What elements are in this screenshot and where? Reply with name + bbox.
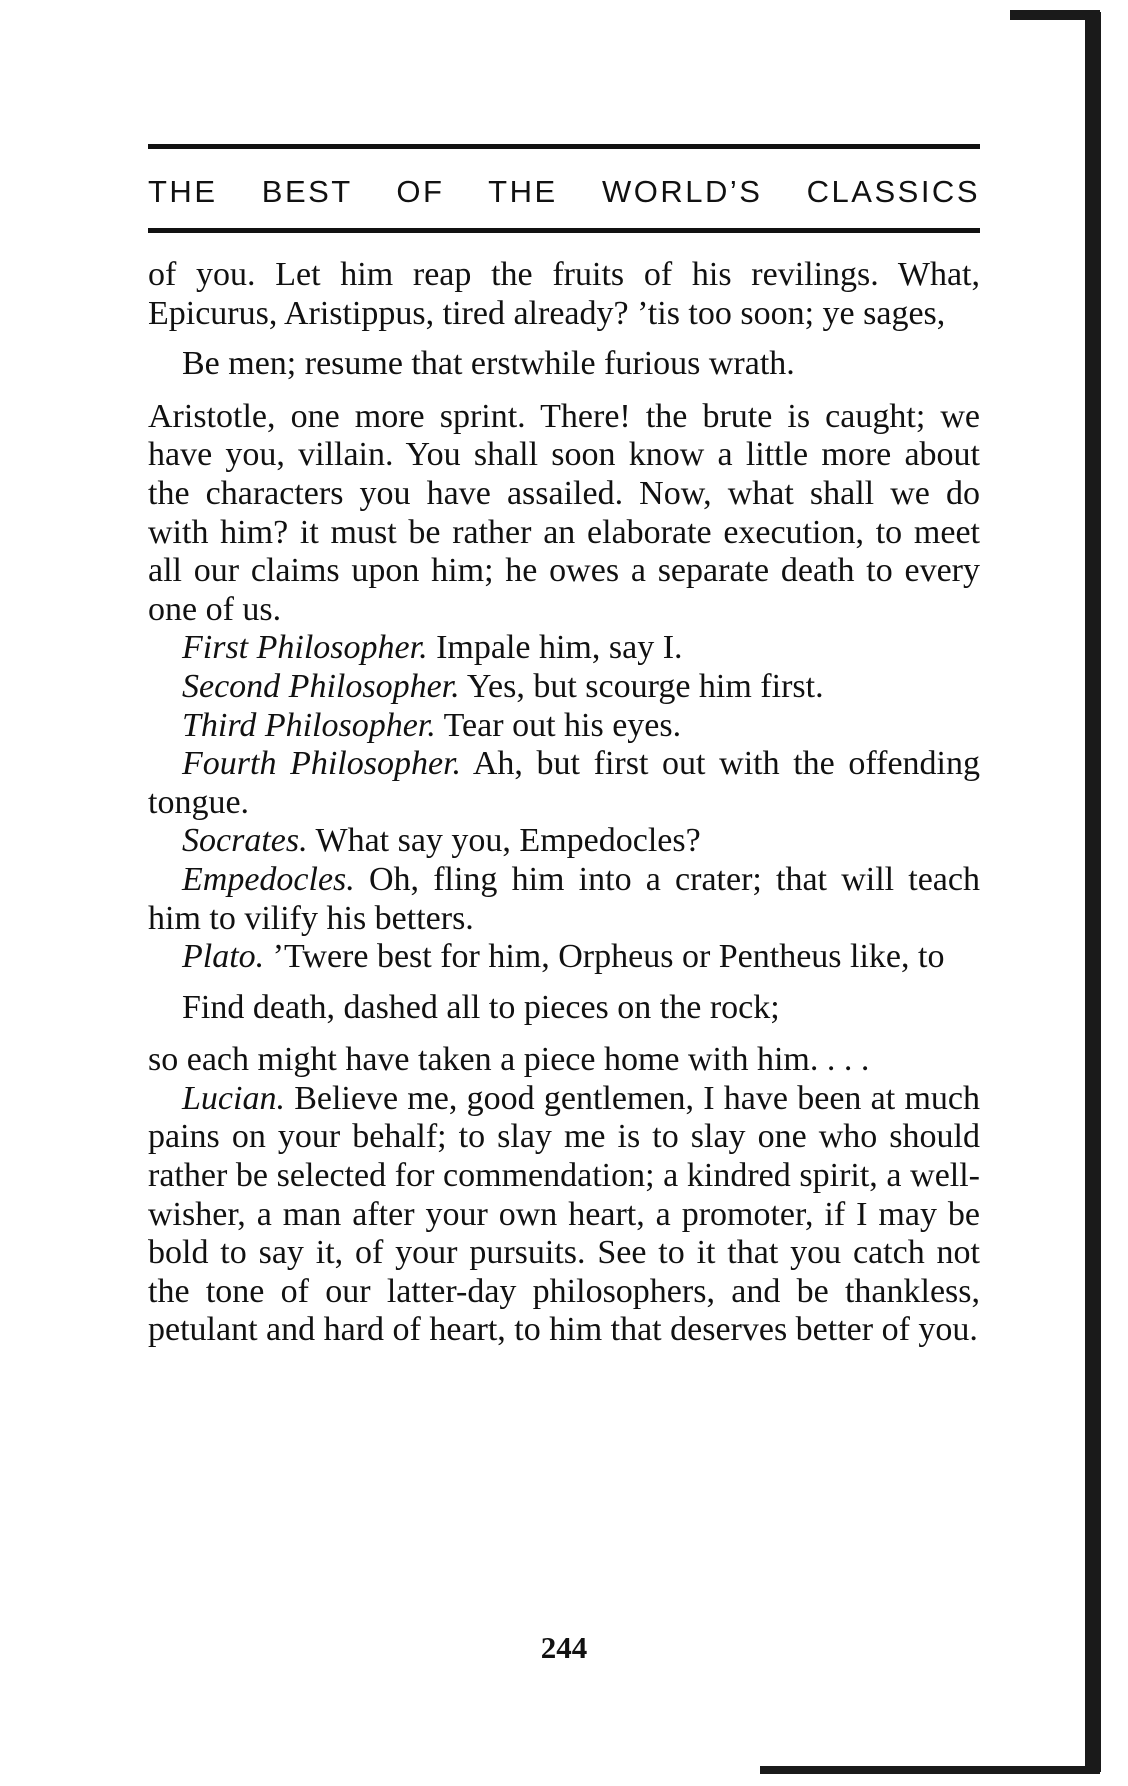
speaker-name: Third Philosopher. <box>182 706 436 744</box>
speaker-name: Plato. <box>182 938 265 976</box>
page-edge-shadow-bottom <box>760 1766 1100 1774</box>
speaker-name: Fourth Philosopher. <box>182 745 462 783</box>
speaker-name: Socrates. <box>182 822 308 860</box>
header-rule-bottom <box>148 228 980 233</box>
speech-paragraph <box>148 861 980 938</box>
page-edge-shadow <box>1085 12 1101 1772</box>
text-paragraph <box>148 256 980 333</box>
header-rule-top <box>148 144 980 149</box>
paragraph-text: What say you, Empedocles? <box>307 822 701 860</box>
paragraph-text: so each might have taken a piece home with him. . . . <box>148 1041 870 1079</box>
paragraph-text: ’Twere best for him, Orpheus or Pentheus like, to <box>264 938 945 976</box>
paragraph-text: Be men; resume that erstwhile furious wrath. <box>182 345 795 383</box>
speech-paragraph <box>148 1080 980 1350</box>
paragraph-text: Oh, fling him into a crater; that will teach him to vilify his betters. <box>148 860 980 937</box>
paragraph-text: Ah, but first out with the offending tongue. <box>148 745 980 821</box>
page-number: 244 <box>540 1630 588 1665</box>
paragraph-text: of you. Let him reap the fruits of his revilings. What, Epicurus, Aristippus, tired already? ’tis too soon; ye sages, <box>148 256 980 332</box>
running-head: THE BEST OF THE WORLD’S CLASSICS <box>148 174 980 209</box>
speaker-name: Lucian. <box>182 1079 285 1117</box>
verse-line <box>148 989 980 1028</box>
speech-paragraph <box>148 629 980 668</box>
paragraph-text: Tear out his eyes. <box>435 706 682 744</box>
verse-line <box>148 345 980 384</box>
paragraph-text: Yes, but scourge him first. <box>459 667 824 705</box>
speaker-name: Empedocles. <box>182 860 355 898</box>
body-text <box>148 256 980 1350</box>
speech-paragraph <box>148 668 980 707</box>
speech-paragraph <box>148 822 980 861</box>
speaker-name: Second Philosopher. <box>182 667 460 705</box>
paragraph-text: Believe me, good gentlemen, I have been at much pains on your behalf; to slay me is to slay one who should rather be selected for commendation; a kindred spirit, a well-wisher, a man after your own heart, a promoter, if I may be bold to say it, of your pursuits. See to it that you catch not the tone of our latter-day philosophers, and be thankless, petulant and hard of heart, to him that deserves better of you. <box>148 1079 980 1349</box>
text-paragraph <box>148 398 980 630</box>
speaker-name: First Philosopher. <box>182 629 428 667</box>
paragraph-text: Impale him, say I. <box>427 629 683 667</box>
paragraph-text: Find death, dashed all to pieces on the rock; <box>182 988 780 1026</box>
speech-paragraph <box>148 707 980 746</box>
speech-paragraph <box>148 745 980 822</box>
paragraph-text: Aristotle, one more sprint. There! the brute is caught; we have you, villain. You shall soon know a little more about the characters you have assailed. Now, what shall we do with him? it must be rather an elaborate execution, to meet all our claims upon him; he owes a separate death to every one of us. <box>148 397 980 628</box>
text-paragraph <box>148 1041 980 1080</box>
speech-paragraph <box>148 938 980 977</box>
